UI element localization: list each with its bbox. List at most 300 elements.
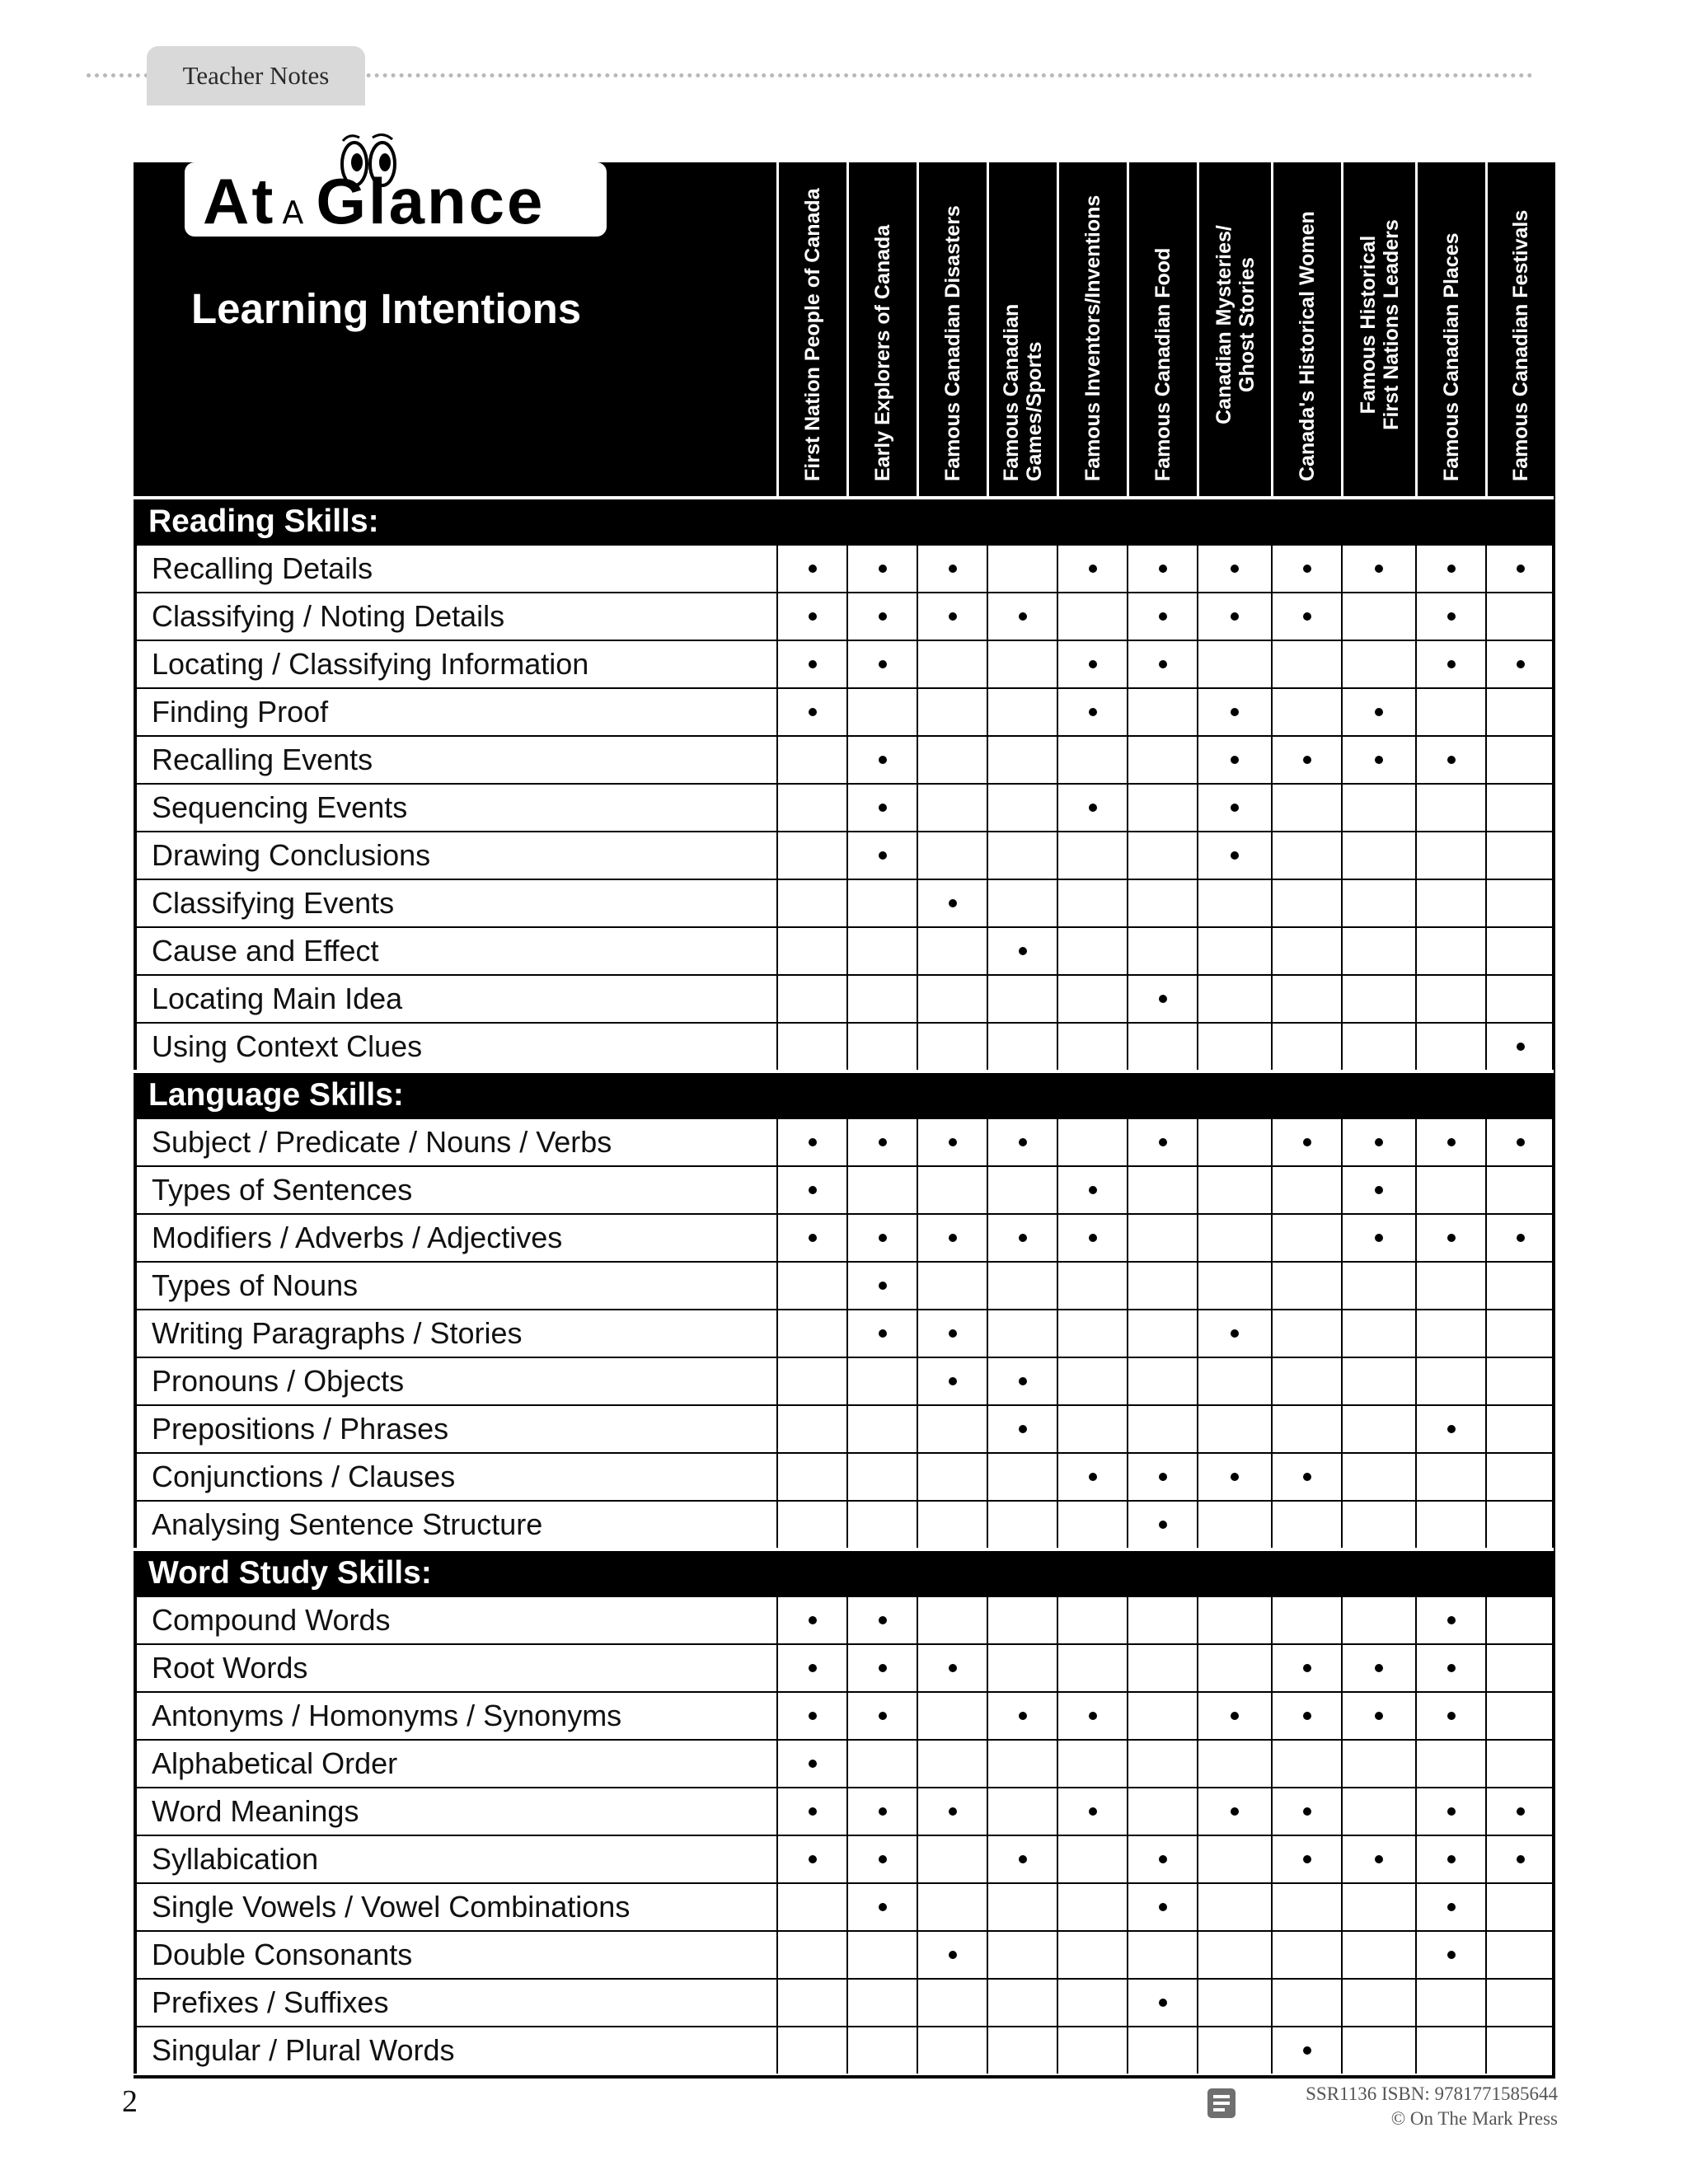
table-cell xyxy=(776,1882,846,1930)
bullet-mark xyxy=(1375,708,1383,716)
table-cell xyxy=(1415,1261,1485,1309)
bullet-mark xyxy=(1303,756,1311,764)
skill-label: Types of Sentences xyxy=(134,1165,776,1213)
table-cell xyxy=(987,1978,1057,2026)
table-cell xyxy=(1197,1500,1271,1548)
table-cell xyxy=(776,1835,846,1882)
bullet-mark xyxy=(949,1234,957,1242)
table-cell xyxy=(846,1643,917,1691)
table-cell xyxy=(987,544,1057,592)
table-cell xyxy=(1415,1022,1485,1070)
bullet-mark xyxy=(1231,1807,1239,1816)
bullet-mark xyxy=(949,1951,957,1959)
table-cell xyxy=(1485,735,1554,783)
table-cell xyxy=(1057,879,1127,926)
table-cell xyxy=(917,1835,987,1882)
table-cell xyxy=(1271,879,1341,926)
table-cell xyxy=(846,592,917,640)
table-cell xyxy=(1341,2026,1415,2074)
bullet-mark xyxy=(879,1712,887,1720)
table-cell xyxy=(1271,640,1341,687)
bullet-mark xyxy=(879,660,887,668)
table-cell xyxy=(987,1022,1057,1070)
table-cell xyxy=(1341,974,1415,1022)
bullet-mark xyxy=(879,1329,887,1338)
table-cell xyxy=(1341,1452,1415,1500)
table-cell xyxy=(846,1691,917,1739)
table-cell xyxy=(846,1309,917,1357)
bullet-mark xyxy=(879,1855,887,1863)
table-cell xyxy=(917,2026,987,2074)
table-cell xyxy=(1485,1261,1554,1309)
table-cell xyxy=(1271,1835,1341,1882)
bullet-mark xyxy=(1517,565,1525,573)
table-cell xyxy=(1057,783,1127,831)
table-cell xyxy=(1415,1691,1485,1739)
bullet-mark xyxy=(1231,1473,1239,1481)
skill-label: Conjunctions / Clauses xyxy=(134,1452,776,1500)
table-cell xyxy=(846,1978,917,2026)
table-cell xyxy=(1341,1835,1415,1882)
table-cell xyxy=(1127,1357,1197,1404)
table-cell xyxy=(1485,640,1554,687)
bullet-mark xyxy=(1159,1903,1167,1911)
table-cell xyxy=(1485,1930,1554,1978)
column-header-label: Canada's Historical Women xyxy=(1296,211,1319,481)
bullet-mark xyxy=(879,565,887,573)
bullet-mark xyxy=(1375,1855,1383,1863)
bullet-mark xyxy=(1447,1903,1456,1911)
table-cell xyxy=(1197,1643,1271,1691)
table-cell xyxy=(1415,974,1485,1022)
bullet-mark xyxy=(1303,565,1311,573)
table-cell xyxy=(1485,1787,1554,1835)
table-cell xyxy=(1057,1691,1127,1739)
table-cell xyxy=(1485,1452,1554,1500)
learning-intentions-title: Learning Intentions xyxy=(191,285,582,332)
table-cell xyxy=(776,974,846,1022)
table-cell xyxy=(1341,1404,1415,1452)
table-cell xyxy=(987,640,1057,687)
table-cell xyxy=(1057,1309,1127,1357)
table-cell xyxy=(1271,544,1341,592)
table-cell xyxy=(1127,1404,1197,1452)
table-cell xyxy=(1127,1213,1197,1261)
bullet-mark xyxy=(1019,1234,1027,1242)
table-cell xyxy=(846,1213,917,1261)
table-cell xyxy=(776,1118,846,1165)
table-cell xyxy=(987,1835,1057,1882)
table-cell xyxy=(846,831,917,879)
table-cell xyxy=(846,1596,917,1643)
skill-label: Classifying / Noting Details xyxy=(134,592,776,640)
table-cell xyxy=(1057,735,1127,783)
table-cell xyxy=(1415,1882,1485,1930)
bullet-mark xyxy=(809,1760,817,1768)
bullet-mark xyxy=(1231,612,1239,621)
table-cell xyxy=(1057,926,1127,974)
table-cell xyxy=(1127,544,1197,592)
skill-label: Double Consonants xyxy=(134,1930,776,1978)
bullet-mark xyxy=(1159,612,1167,621)
bullet-mark xyxy=(1231,756,1239,764)
table-cell xyxy=(1271,2026,1341,2074)
bullet-mark xyxy=(1447,1664,1456,1672)
table-cell xyxy=(987,1643,1057,1691)
table-cell xyxy=(776,831,846,879)
table-cell xyxy=(1341,1691,1415,1739)
table-cell xyxy=(1057,1882,1127,1930)
table-cell xyxy=(1341,1500,1415,1548)
table-cell xyxy=(917,831,987,879)
table-cell xyxy=(1341,687,1415,735)
table-cell xyxy=(1341,1165,1415,1213)
table-cell xyxy=(1341,783,1415,831)
bullet-mark xyxy=(1019,1138,1027,1146)
column-header xyxy=(1485,162,1554,496)
table-cell xyxy=(1341,1739,1415,1787)
bullet-mark xyxy=(1303,1712,1311,1720)
table-cell xyxy=(1271,1882,1341,1930)
table-cell xyxy=(1415,735,1485,783)
column-header xyxy=(1057,162,1127,496)
bullet-mark xyxy=(1231,1329,1239,1338)
table-cell xyxy=(1127,831,1197,879)
table-cell xyxy=(1341,1978,1415,2026)
column-header-label: Famous Canadian Games/Sports xyxy=(1000,303,1046,481)
table-cell xyxy=(1127,1309,1197,1357)
bullet-mark xyxy=(1019,1855,1027,1863)
bullet-mark xyxy=(879,804,887,812)
skill-label: Recalling Details xyxy=(134,544,776,592)
table-cell xyxy=(846,1357,917,1404)
bullet-mark xyxy=(1231,565,1239,573)
bullet-mark xyxy=(879,1616,887,1624)
table-cell xyxy=(1127,783,1197,831)
table-cell xyxy=(1057,1213,1127,1261)
bullet-mark xyxy=(809,1712,817,1720)
table-cell xyxy=(1127,1930,1197,1978)
section-header: Reading Skills: xyxy=(134,496,1554,544)
table-cell xyxy=(846,2026,917,2074)
bullet-mark xyxy=(949,565,957,573)
table-cell xyxy=(1197,926,1271,974)
table-cell xyxy=(1415,1118,1485,1165)
skill-label: Locating Main Idea xyxy=(134,974,776,1022)
column-header xyxy=(776,162,846,496)
table-cell xyxy=(1127,735,1197,783)
table-cell xyxy=(917,974,987,1022)
table-cell xyxy=(917,1357,987,1404)
section-header: Language Skills: xyxy=(134,1070,1554,1118)
bullet-mark xyxy=(1447,1234,1456,1242)
bullet-mark xyxy=(1159,1521,1167,1529)
table-cell xyxy=(987,1309,1057,1357)
table-cell xyxy=(776,1165,846,1213)
table-cell xyxy=(846,1261,917,1309)
table-cell xyxy=(987,592,1057,640)
table-cell xyxy=(1127,879,1197,926)
table-cell xyxy=(987,1691,1057,1739)
table-cell xyxy=(1127,1739,1197,1787)
table-cell xyxy=(846,1165,917,1213)
bullet-mark xyxy=(1159,1473,1167,1481)
bullet-mark xyxy=(1375,1234,1383,1242)
skill-label: Recalling Events xyxy=(134,735,776,783)
table-cell xyxy=(987,1165,1057,1213)
bullet-mark xyxy=(1159,660,1167,668)
table-cell xyxy=(917,1787,987,1835)
table-cell xyxy=(987,1213,1057,1261)
table-cell xyxy=(846,687,917,735)
table-cell xyxy=(1197,1882,1271,1930)
skill-label: Sequencing Events xyxy=(134,783,776,831)
bullet-mark xyxy=(809,1234,817,1242)
table-cell xyxy=(1485,687,1554,735)
table-cell xyxy=(1197,1978,1271,2026)
table-cell xyxy=(1485,1739,1554,1787)
table-cell xyxy=(1197,1739,1271,1787)
table-cell xyxy=(1485,1978,1554,2026)
bullet-mark xyxy=(1019,1712,1027,1720)
skill-label: Pronouns / Objects xyxy=(134,1357,776,1404)
bullet-mark xyxy=(879,1664,887,1672)
table-cell xyxy=(917,1309,987,1357)
bullet-mark xyxy=(1019,1377,1027,1385)
bullet-mark xyxy=(809,565,817,573)
table-cell xyxy=(987,1882,1057,1930)
table-cell xyxy=(1197,783,1271,831)
bullet-mark xyxy=(1447,565,1456,573)
table-cell xyxy=(1415,1787,1485,1835)
table-cell xyxy=(1057,544,1127,592)
bullet-mark xyxy=(809,660,817,668)
table-cell xyxy=(1057,1596,1127,1643)
table-cell xyxy=(1057,1261,1127,1309)
column-header xyxy=(1341,162,1415,496)
bullet-mark xyxy=(1447,1712,1456,1720)
table-cell xyxy=(776,1452,846,1500)
skill-label: Singular / Plural Words xyxy=(134,2026,776,2074)
bullet-mark xyxy=(1303,1855,1311,1863)
table-cell xyxy=(1271,1978,1341,2026)
table-cell xyxy=(1197,640,1271,687)
table-cell xyxy=(987,1452,1057,1500)
table-cell xyxy=(1415,1500,1485,1548)
bullet-mark xyxy=(809,612,817,621)
bullet-mark xyxy=(809,1664,817,1672)
bullet-mark xyxy=(1019,947,1027,955)
table-cell xyxy=(776,1930,846,1978)
table-cell xyxy=(1271,1022,1341,1070)
table-cell xyxy=(1057,1357,1127,1404)
table-cell xyxy=(1341,1022,1415,1070)
table-cell xyxy=(1057,1500,1127,1548)
table-cell xyxy=(1271,1309,1341,1357)
table-cell xyxy=(1341,592,1415,640)
column-header-label: Famous Canadian Festivals xyxy=(1509,209,1532,481)
bullet-mark xyxy=(1517,1234,1525,1242)
table-cell xyxy=(846,1739,917,1787)
table-cell xyxy=(1197,735,1271,783)
table-cell xyxy=(776,1357,846,1404)
skill-label: Compound Words xyxy=(134,1596,776,1643)
table-cell xyxy=(1271,1213,1341,1261)
logo-text: At A Glance xyxy=(203,165,546,237)
table-cell xyxy=(917,879,987,926)
table-cell xyxy=(917,1213,987,1261)
bullet-mark xyxy=(1517,1043,1525,1051)
bullet-mark xyxy=(1303,612,1311,621)
column-header xyxy=(846,162,917,496)
table-cell xyxy=(1057,1404,1127,1452)
table-cell xyxy=(1127,592,1197,640)
table-cell xyxy=(1271,1357,1341,1404)
table-cell xyxy=(1057,1930,1127,1978)
table-cell xyxy=(776,1787,846,1835)
table-cell xyxy=(776,1261,846,1309)
bullet-mark xyxy=(1447,756,1456,764)
copyright-line: © On The Mark Press xyxy=(1390,2108,1558,2129)
bullet-mark xyxy=(949,1807,957,1816)
table-cell xyxy=(1057,831,1127,879)
table-cell xyxy=(1271,1739,1341,1787)
table-cell xyxy=(1341,735,1415,783)
skill-label: Classifying Events xyxy=(134,879,776,926)
bullet-mark xyxy=(1089,1473,1097,1481)
table-cell xyxy=(846,1930,917,1978)
bullet-mark xyxy=(1447,612,1456,621)
table-cell xyxy=(917,1165,987,1213)
table-cell xyxy=(1271,831,1341,879)
bullet-mark xyxy=(949,1664,957,1672)
column-header xyxy=(1127,162,1197,496)
table-cell xyxy=(1127,1978,1197,2026)
table-cell xyxy=(1127,1882,1197,1930)
table-cell xyxy=(987,1357,1057,1404)
table-cell xyxy=(1415,1643,1485,1691)
bullet-mark xyxy=(1159,995,1167,1003)
table-cell xyxy=(1271,1596,1341,1643)
table-cell xyxy=(1127,1787,1197,1835)
table-cell xyxy=(1057,1643,1127,1691)
table-cell xyxy=(846,1500,917,1548)
table-cell xyxy=(1341,1261,1415,1309)
table-cell xyxy=(987,879,1057,926)
bullet-mark xyxy=(1089,1712,1097,1720)
table-cell xyxy=(1271,592,1341,640)
table-cell xyxy=(1485,1165,1554,1213)
table-cell xyxy=(1415,1357,1485,1404)
bullet-mark xyxy=(1089,1234,1097,1242)
table-cell xyxy=(1485,2026,1554,2074)
table-cell xyxy=(776,879,846,926)
table-cell xyxy=(1341,1596,1415,1643)
table-cell xyxy=(1197,1309,1271,1357)
column-header-label: First Nation People of Canada xyxy=(801,188,824,481)
table-cell xyxy=(1341,1357,1415,1404)
table-cell xyxy=(776,783,846,831)
learning-intentions-table xyxy=(134,162,1555,2079)
table-cell xyxy=(917,1643,987,1691)
table-cell xyxy=(1127,1691,1197,1739)
table-cell xyxy=(1415,2026,1485,2074)
table-cell xyxy=(1057,2026,1127,2074)
table-cell xyxy=(1415,1596,1485,1643)
bullet-mark xyxy=(1089,1807,1097,1816)
table-cell xyxy=(987,1787,1057,1835)
bullet-mark xyxy=(1303,2046,1311,2055)
bullet-mark xyxy=(879,612,887,621)
table-cell xyxy=(1415,1739,1485,1787)
table-cell xyxy=(846,1452,917,1500)
table-cell xyxy=(917,783,987,831)
table-cell xyxy=(1271,783,1341,831)
bullet-mark xyxy=(1375,565,1383,573)
table-cell xyxy=(987,1118,1057,1165)
table-cell xyxy=(1197,1835,1271,1882)
bullet-mark xyxy=(1447,1425,1456,1433)
table-cell xyxy=(1485,1022,1554,1070)
table-cell xyxy=(1415,1930,1485,1978)
teacher-notes-tab: Teacher Notes xyxy=(147,46,365,105)
table-cell xyxy=(917,687,987,735)
column-header-label: Early Explorers of Canada xyxy=(871,224,894,481)
table-cell xyxy=(1485,1118,1554,1165)
table-cell xyxy=(1485,926,1554,974)
table-cell xyxy=(1271,735,1341,783)
table-cell xyxy=(1485,592,1554,640)
table-cell xyxy=(1197,1357,1271,1404)
column-header xyxy=(987,162,1057,496)
bullet-mark xyxy=(879,1903,887,1911)
table-cell xyxy=(1197,1691,1271,1739)
table-cell xyxy=(1197,592,1271,640)
bullet-mark xyxy=(1019,612,1027,621)
table-cell xyxy=(1485,783,1554,831)
table-cell xyxy=(1415,544,1485,592)
table-cell xyxy=(987,1930,1057,1978)
table-cell xyxy=(1415,1165,1485,1213)
table-cell xyxy=(987,2026,1057,2074)
table-cell xyxy=(1485,1213,1554,1261)
table-cell xyxy=(776,1500,846,1548)
table-cell xyxy=(1127,1165,1197,1213)
bullet-mark xyxy=(1159,565,1167,573)
column-header xyxy=(917,162,987,496)
table-cell xyxy=(987,1739,1057,1787)
column-header-label: Famous Canadian Places xyxy=(1440,232,1463,481)
table-cell xyxy=(1415,783,1485,831)
at-a-glance-logo xyxy=(185,162,607,237)
skill-label: Root Words xyxy=(134,1643,776,1691)
table-cell xyxy=(1485,974,1554,1022)
table-cell xyxy=(1127,1500,1197,1548)
bullet-mark xyxy=(1089,660,1097,668)
table-cell xyxy=(1485,1835,1554,1882)
bullet-mark xyxy=(1231,1712,1239,1720)
table-cell xyxy=(987,687,1057,735)
skill-label: Prepositions / Phrases xyxy=(134,1404,776,1452)
skill-label: Single Vowels / Vowel Combinations xyxy=(134,1882,776,1930)
table-cell xyxy=(1197,831,1271,879)
table-cell xyxy=(917,1930,987,1978)
table-cell xyxy=(917,735,987,783)
bullet-mark xyxy=(1231,708,1239,716)
table-cell xyxy=(846,783,917,831)
bullet-mark xyxy=(949,1138,957,1146)
table-cell xyxy=(776,1643,846,1691)
